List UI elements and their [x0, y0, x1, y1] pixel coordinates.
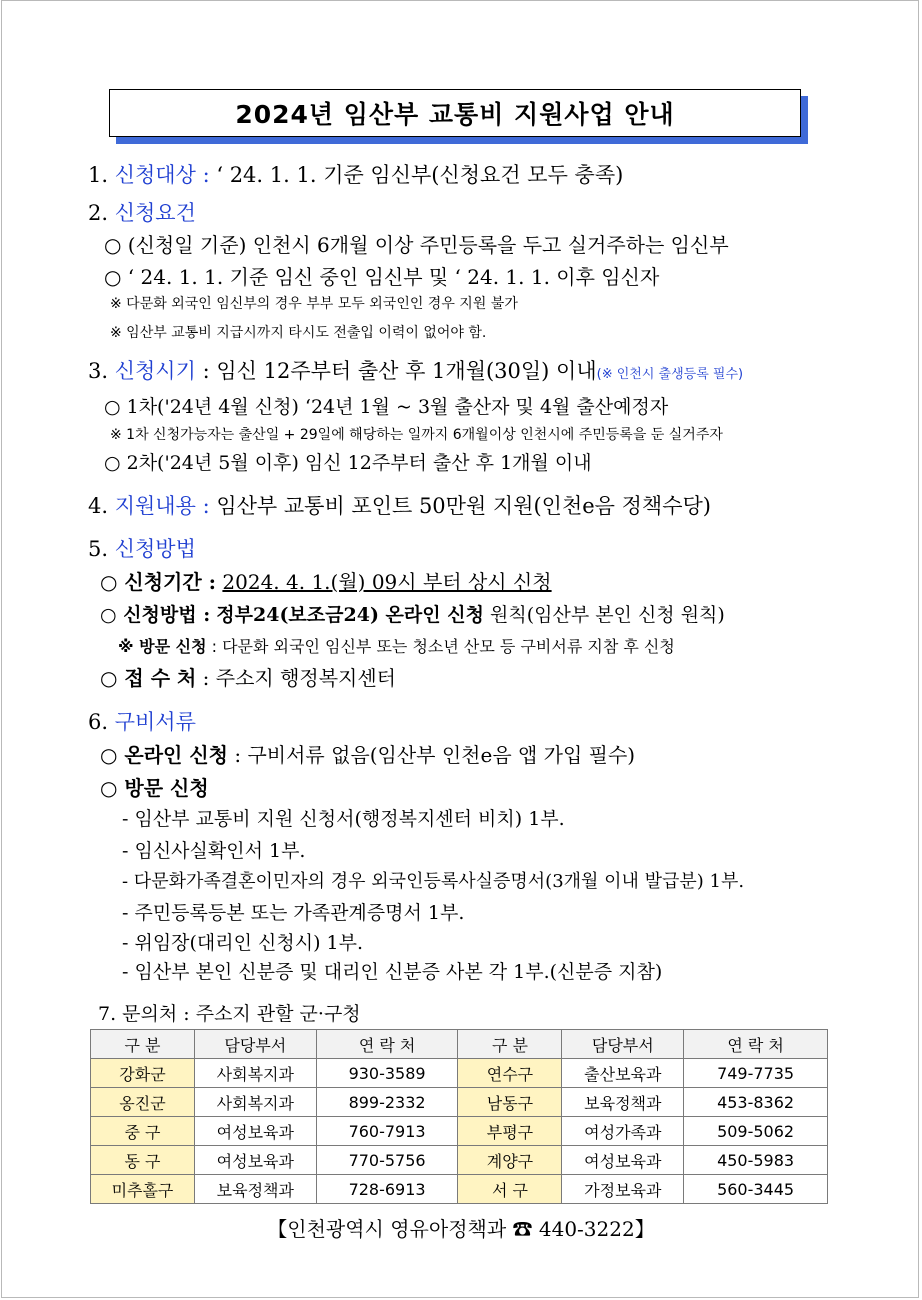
section-1 [88, 162, 623, 188]
section-5-head: 신청방법 [114, 537, 196, 561]
region-cell: 연수구 [458, 1059, 562, 1088]
section-6-num: 6. [88, 710, 109, 734]
section-4-text: 임산부 교통비 포인트 50만원 지원(인천e음 정책수당) [216, 494, 711, 518]
region-cell: 부평구 [458, 1117, 562, 1146]
section-3 [88, 358, 743, 388]
region-cell: 중 구 [91, 1117, 195, 1146]
table-row [91, 1175, 828, 1204]
dept-cell: 여성보육과 [194, 1146, 316, 1175]
section-1-num: 1. [88, 163, 109, 187]
title-box [109, 89, 801, 137]
doc-item: - 위임장(대리인 신청시) 1부. [122, 932, 364, 954]
online-value: : 구비서류 없음(임산부 인천e음 앱 가입 필수) [234, 743, 636, 767]
section-3-num: 3. [88, 359, 109, 383]
section-5-heading [88, 536, 196, 562]
period-value: 2024. 4. 1.(월) 09시 부터 상시 신청 [222, 570, 552, 594]
region-cell: 미추홀구 [91, 1175, 195, 1204]
method-label: ○ 신청방법 : [100, 604, 211, 626]
section-2-num: 2. [88, 201, 109, 225]
col-header: 연 락 처 [684, 1030, 828, 1059]
section-2-item-2: ○ ‘ 24. 1. 1. 기준 임신 중인 임신부 및 ‘ 24. 1. 1. 이후 임신자 [104, 265, 660, 289]
doc-item: - 주민등록등본 또는 가족관계증명서 1부. [122, 902, 465, 924]
table-row [91, 1059, 828, 1088]
section-2-heading [88, 200, 196, 226]
section-5-method [100, 602, 725, 628]
section-4-sep: : [202, 494, 210, 518]
col-header: 구 분 [458, 1030, 562, 1059]
dept-cell: 보육정책과 [194, 1175, 316, 1204]
period-label: ○ 신청기간 : [100, 570, 217, 594]
section-3-item-2: ○ 2차('24년 5월 이후) 임신 12주부터 출산 후 1개월 이내 [104, 452, 592, 474]
section-6-heading [88, 709, 196, 735]
phone-cell: 770-5756 [316, 1146, 458, 1175]
visit-docs-label: ○ 방문 신청 [100, 776, 209, 800]
section-3-item-1: ○ 1차('24년 4월 신청) ‘24년 1월 ~ 3월 출산자 및 4월 출산예정자 [104, 396, 669, 418]
phone-cell: 509-5062 [684, 1117, 828, 1146]
section-4 [88, 493, 711, 519]
doc-item: - 임산부 본인 신분증 및 대리인 신분증 사본 각 1부.(신분증 지참) [122, 961, 663, 983]
section-5-visit [118, 634, 675, 660]
section-3-sub: (※ 인천시 출생등록 필수) [596, 367, 744, 382]
section-5-period [100, 569, 552, 595]
phone-cell: 899-2332 [316, 1088, 458, 1117]
section-3-sep: : [202, 359, 210, 383]
phone-cell: 450-5983 [684, 1146, 828, 1175]
dept-cell: 가정보육과 [562, 1175, 684, 1204]
dept-cell: 여성보육과 [562, 1146, 684, 1175]
col-header: 구 분 [91, 1030, 195, 1059]
contact-table [90, 1029, 828, 1204]
table-header-row [91, 1030, 828, 1059]
section-5-place [100, 665, 396, 691]
doc-item: - 다문화가족결혼이민자의 경우 외국인등록사실증명서(3개월 이내 발급분) 1부. [122, 871, 745, 892]
visit-value: : 다문화 외국인 임신부 또는 청소년 산모 등 구비서류 지참 후 신청 [211, 637, 675, 656]
method-tail: 원칙(임산부 본인 신청 원칙) [489, 604, 725, 626]
footer-contact: 【인천광역시 영유아정책과 ☎ 440-3222】 [267, 1217, 655, 1241]
dept-cell: 보육정책과 [562, 1088, 684, 1117]
section-1-sep: : [202, 163, 210, 187]
place-label: ○ 접 수 처 [100, 666, 197, 690]
doc-item: - 임신사실확인서 1부. [122, 840, 306, 862]
section-7-heading: 7. 문의처 : 주소지 관할 군·구청 [98, 1003, 361, 1025]
dept-cell: 사회복지과 [194, 1088, 316, 1117]
section-2-note-1: ※ 다문화 외국인 임신부의 경우 부부 모두 외국인인 경우 지원 불가 [110, 296, 518, 312]
method-value: 정부24(보조금24) 온라인 신청 [216, 604, 484, 626]
table-row [91, 1088, 828, 1117]
place-value: : 주소지 행정복지센터 [202, 666, 397, 690]
dept-cell: 여성가족과 [562, 1117, 684, 1146]
dept-cell: 사회복지과 [194, 1059, 316, 1088]
section-3-text: 임신 12주부터 출산 후 1개월(30일) 이내 [216, 359, 597, 383]
phone-cell: 453-8362 [684, 1088, 828, 1117]
dept-cell: 여성보육과 [194, 1117, 316, 1146]
phone-cell: 930-3589 [316, 1059, 458, 1088]
table-row [91, 1117, 828, 1146]
region-cell: 남동구 [458, 1088, 562, 1117]
region-cell: 계양구 [458, 1146, 562, 1175]
section-2-note-2: ※ 임산부 교통비 지급시까지 타시도 전출입 이력이 없어야 함. [110, 325, 487, 341]
section-4-num: 4. [88, 494, 109, 518]
visit-label: ※ 방문 신청 [118, 637, 207, 656]
phone-cell: 749-7735 [684, 1059, 828, 1088]
section-4-head: 지원내용 [114, 494, 196, 518]
region-cell: 옹진군 [91, 1088, 195, 1117]
region-cell: 동 구 [91, 1146, 195, 1175]
doc-item: - 임산부 교통비 지원 신청서(행정복지센터 비치) 1부. [122, 808, 565, 830]
section-6-visit [100, 775, 209, 801]
page-title: 2024년 임산부 교통비 지원사업 안내 [235, 100, 675, 129]
section-6-head: 구비서류 [114, 710, 196, 734]
section-1-text: ‘ 24. 1. 1. 기준 임신부(신청요건 모두 충족) [216, 163, 624, 187]
phone-cell: 760-7913 [316, 1117, 458, 1146]
region-cell: 서 구 [458, 1175, 562, 1204]
table-row [91, 1146, 828, 1175]
region-cell: 강화군 [91, 1059, 195, 1088]
phone-cell: 560-3445 [684, 1175, 828, 1204]
section-5-num: 5. [88, 537, 109, 561]
section-6-online [100, 742, 635, 768]
section-2-item-1: ○ (신청일 기준) 인천시 6개월 이상 주민등록을 두고 실거주하는 임신부 [104, 233, 729, 257]
section-3-note: ※ 1차 신청가능자는 출산일 + 29일에 해당하는 일까지 6개월이상 인천시에 주민등록을 둔 실거주자 [110, 427, 723, 443]
col-header: 담당부서 [194, 1030, 316, 1059]
section-2-head: 신청요건 [114, 201, 196, 225]
phone-cell: 728-6913 [316, 1175, 458, 1204]
section-3-head: 신청시기 [114, 359, 196, 383]
col-header: 연 락 처 [316, 1030, 458, 1059]
online-label: ○ 온라인 신청 [100, 743, 228, 767]
dept-cell: 출산보육과 [562, 1059, 684, 1088]
col-header: 담당부서 [562, 1030, 684, 1059]
section-1-head: 신청대상 [114, 163, 196, 187]
